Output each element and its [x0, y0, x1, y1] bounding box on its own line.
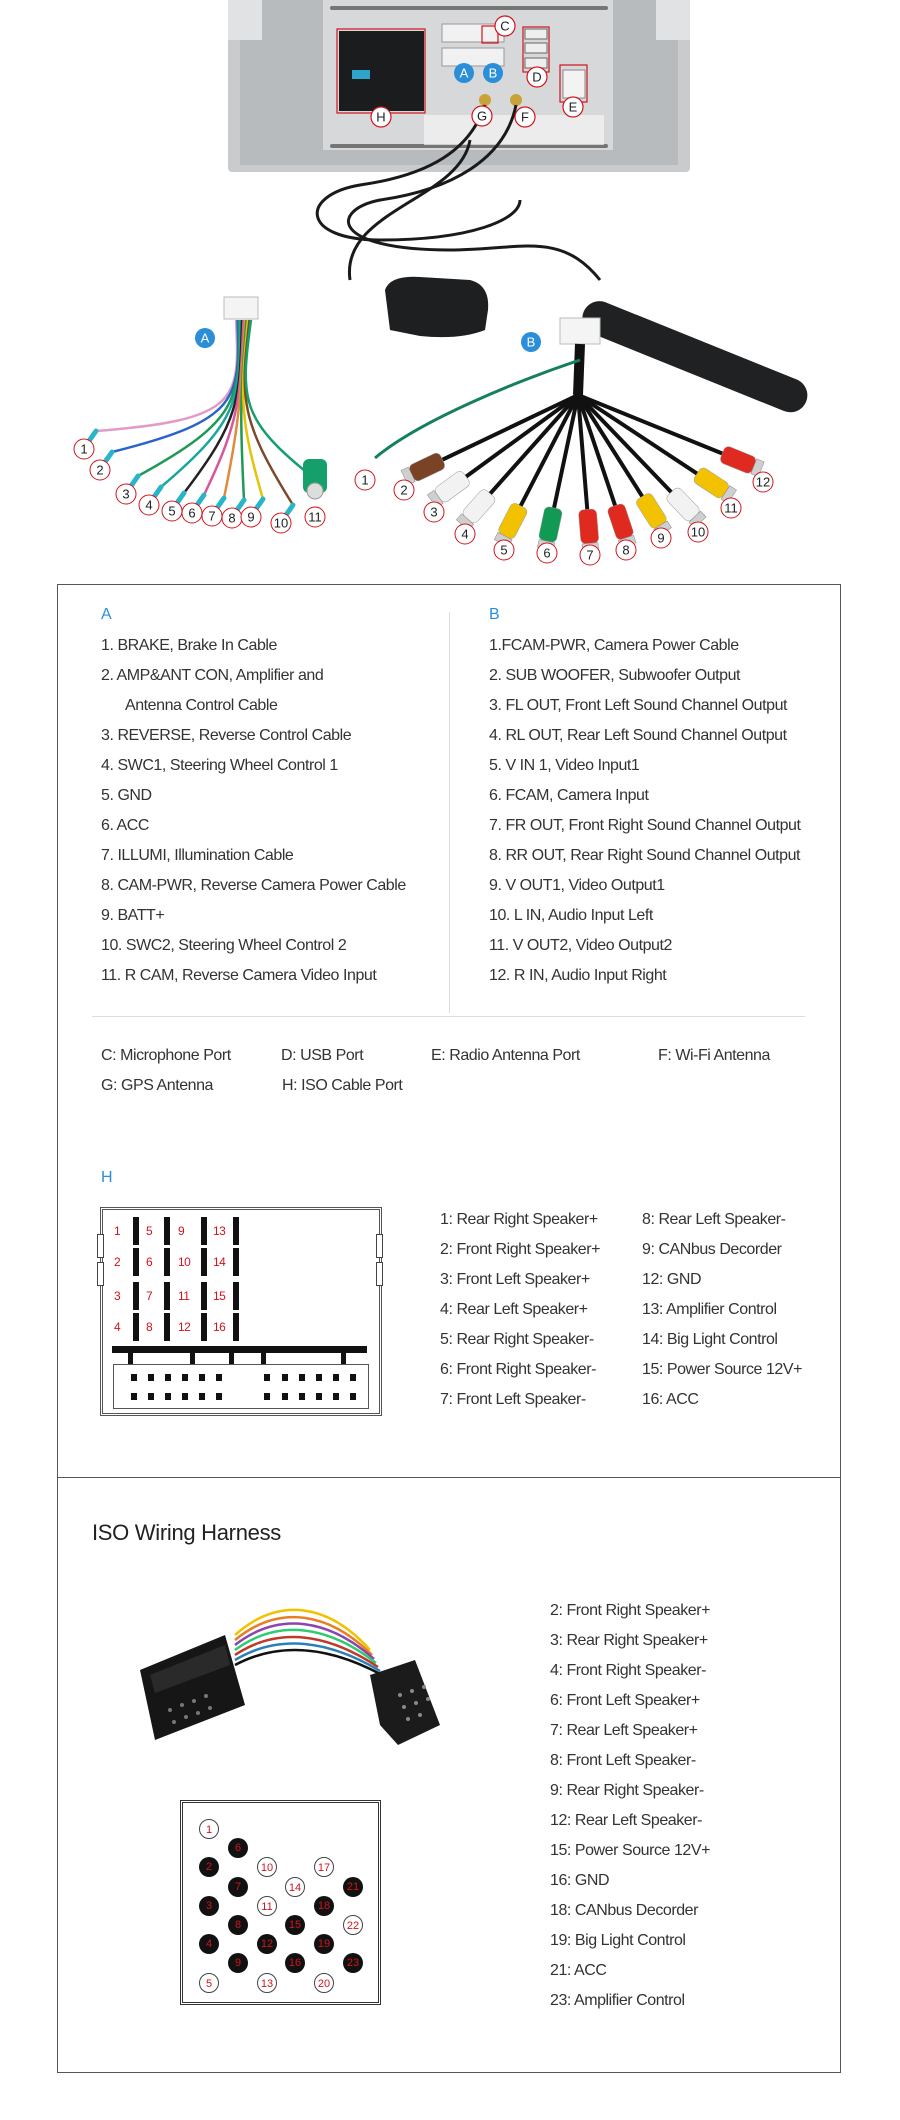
- iso-port-side-tab: [376, 1234, 383, 1258]
- iso-pin-5: 5: [199, 1973, 219, 1993]
- iso-port-side-tab: [97, 1262, 104, 1286]
- section-a-item: Antenna Control Cable: [125, 697, 278, 714]
- iso-port-pin-number: 15: [213, 1289, 226, 1303]
- iso-port-pin-item: 14: Big Light Control: [642, 1331, 778, 1348]
- iso-port-pin-number: 14: [213, 1255, 226, 1269]
- iso-port-pin-slot: [201, 1282, 207, 1310]
- harness-b-badge-text: B: [526, 334, 536, 350]
- iso-port-pin-number: 11: [178, 1289, 190, 1303]
- iso-harness-pin-item: 21: ACC: [550, 1962, 607, 1979]
- wire-tip: [89, 431, 96, 441]
- iso-port-pin-item: 1: Rear Right Speaker+: [440, 1211, 598, 1228]
- harness-a-marker-3: [116, 484, 136, 504]
- harness-a-badge-text: A: [200, 330, 210, 346]
- product-photo: [0, 0, 900, 584]
- iso-port-pin-slot: [164, 1217, 170, 1245]
- iso-port-small-pin: [282, 1374, 288, 1381]
- iso-port-pin-number: 12: [178, 1320, 191, 1334]
- section-b-item: 8. RR OUT, Rear Right Sound Channel Output: [489, 847, 801, 864]
- iso-port-pin-slot: [133, 1282, 139, 1310]
- iso-pin-16: 16: [285, 1953, 305, 1973]
- iso-pin-11: 11: [257, 1896, 277, 1916]
- iso-harness-pin-item: 4: Front Right Speaker-: [550, 1662, 706, 1679]
- iso-port-small-pin: [199, 1374, 205, 1381]
- port-legend-item: E: Radio Antenna Port: [431, 1047, 580, 1064]
- iso-port-small-pin: [165, 1393, 171, 1400]
- iso-harness-pin-diagram: [180, 1800, 381, 2005]
- harness-a-wire: [112, 320, 238, 452]
- harness-b-marker-12: [753, 472, 773, 492]
- iso-port: [339, 31, 424, 111]
- iso-port-small-pin: [264, 1393, 270, 1400]
- wire-tip: [131, 476, 138, 486]
- iso-pin-22: 22: [343, 1915, 363, 1935]
- harness-b-marker-4-text: 4: [461, 526, 469, 542]
- iso-port-small-pin: [350, 1393, 356, 1400]
- section-a-item: 11. R CAM, Reverse Camera Video Input: [101, 967, 377, 984]
- section-a-item: 1. BRAKE, Brake In Cable: [101, 637, 277, 654]
- harness-a-marker-2: [90, 460, 110, 480]
- harness-b-marker-7: [580, 545, 600, 565]
- iso-port-pin-number: 1: [114, 1224, 121, 1238]
- panel-divider: [57, 1477, 841, 1478]
- radio-antenna-stick: [577, 296, 812, 417]
- iso-port-pin-item: 2: Front Right Speaker+: [440, 1241, 600, 1258]
- column-divider: [449, 612, 450, 1013]
- harness-b-marker-10: [688, 522, 708, 542]
- iso-port-pin-slot: [201, 1248, 207, 1276]
- iso-port-pin-item: 13: Amplifier Control: [642, 1301, 777, 1318]
- port-label-h: [371, 107, 391, 127]
- iso-pin-19: 19: [314, 1934, 334, 1954]
- iso-port-small-pin: [350, 1374, 356, 1381]
- iso-harness-photo: [130, 1575, 470, 1765]
- port-legend-item: C: Microphone Port: [101, 1047, 231, 1064]
- harness-a-marker-1: [74, 439, 94, 459]
- wire-tip: [197, 495, 204, 505]
- iso-port-small-pin: [131, 1393, 137, 1400]
- iso-harness-pin-item: 18: CANbus Decorder: [550, 1902, 698, 1919]
- iso-port-pin-item: 15: Power Source 12V+: [642, 1361, 802, 1378]
- harness-b-marker-6: [537, 543, 557, 563]
- iso-harness-pin-item: 8: Front Left Speaker-: [550, 1752, 696, 1769]
- section-b-item: 4. RL OUT, Rear Left Sound Channel Output: [489, 727, 787, 744]
- harness-a-marker-3-text: 3: [122, 486, 130, 502]
- wire-tip: [154, 487, 161, 497]
- harness-a: [74, 297, 327, 533]
- iso-pin-15: 15: [285, 1915, 305, 1935]
- iso-pin-4: 4: [199, 1934, 219, 1954]
- port-label-e: [563, 97, 583, 117]
- harness-b-marker-8-text: 8: [622, 542, 630, 558]
- iso-port-pin-item: 16: ACC: [642, 1391, 699, 1408]
- iso-pin-1: 1: [199, 1819, 219, 1839]
- iso-harness-pin-item: 12: Rear Left Speaker-: [550, 1812, 702, 1829]
- iso-port-pin-item: 4: Rear Left Speaker+: [440, 1301, 588, 1318]
- harness-a-marker-1-text: 1: [80, 441, 88, 457]
- wire-tip: [217, 498, 224, 508]
- iso-port-pin-slot: [233, 1248, 239, 1276]
- iso-port-pin-slot: [233, 1282, 239, 1310]
- harness-a-marker-6: [182, 503, 202, 523]
- iso-port-diagram: [100, 1207, 382, 1416]
- harness-b-marker-2: [394, 480, 414, 500]
- iso-port-pin-item: 12: GND: [642, 1271, 702, 1288]
- iso-pin-20: 20: [314, 1973, 334, 1993]
- iso-port-pin-slot: [201, 1313, 207, 1341]
- iso-port-pin-number: 5: [146, 1224, 153, 1238]
- iso-port-pin-number: 7: [146, 1289, 153, 1303]
- harness-b-marker-10-text: 10: [690, 524, 706, 540]
- gps-antenna-puck: [385, 277, 488, 337]
- harness-b-marker-3-text: 3: [430, 504, 438, 520]
- iso-port-small-pin: [131, 1374, 137, 1381]
- port-label-f: [515, 107, 535, 127]
- port-label-d: [527, 67, 547, 87]
- port-label-b: [483, 63, 503, 83]
- harness-a-marker-5: [162, 501, 182, 521]
- harness-a-marker-4-text: 4: [145, 497, 153, 513]
- iso-port-side-tab: [97, 1234, 104, 1258]
- iso-port-small-pin: [216, 1393, 222, 1400]
- harness-a-marker-10-text: 10: [273, 515, 289, 531]
- iso-port-small-pin: [199, 1393, 205, 1400]
- iso-pin-6: 6: [228, 1838, 248, 1858]
- iso-port-pin-number: 6: [146, 1255, 153, 1269]
- iso-pin-13: 13: [257, 1973, 277, 1993]
- port-label-g: [472, 106, 492, 126]
- port-label-text: B: [488, 65, 498, 81]
- harness-b-marker-8: [616, 540, 636, 560]
- iso-port-small-pin: [182, 1374, 188, 1381]
- iso-harness-title: ISO Wiring Harness: [92, 1520, 281, 1545]
- harness-a-marker-8: [222, 508, 242, 528]
- port-legend-item: H: ISO Cable Port: [282, 1077, 403, 1094]
- section-b-item: 6. FCAM, Camera Input: [489, 787, 649, 804]
- wire-tip: [105, 452, 112, 462]
- iso-port-pin-slot: [164, 1313, 170, 1341]
- wire-tip: [256, 499, 263, 509]
- harness-a-wire: [246, 320, 315, 479]
- harness-b-marker-9-text: 9: [657, 530, 665, 546]
- wire-tip: [286, 505, 293, 515]
- iso-harness-pin-item: 7: Rear Left Speaker+: [550, 1722, 698, 1739]
- section-b-item: 10. L IN, Audio Input Left: [489, 907, 653, 924]
- section-a-item: 9. BATT+: [101, 907, 165, 924]
- iso-port-pin-number: 10: [178, 1255, 191, 1269]
- harness-a-marker-8-text: 8: [228, 510, 236, 526]
- iso-port-pin-item: 7: Front Left Speaker-: [440, 1391, 586, 1408]
- iso-port-small-pin: [333, 1374, 339, 1381]
- iso-port-pin-slot: [133, 1217, 139, 1245]
- harness-b-marker-11: [721, 498, 741, 518]
- iso-port-pin-slot: [164, 1248, 170, 1276]
- port-legend-item: F: Wi-Fi Antenna: [658, 1047, 770, 1064]
- iso-port-pin-item: 3: Front Left Speaker+: [440, 1271, 590, 1288]
- harness-b-cable: [439, 395, 578, 461]
- iso-port-small-pin: [299, 1393, 305, 1400]
- iso-port-pin-slot: [164, 1282, 170, 1310]
- harness-b-connector: [560, 318, 600, 344]
- section-a-item: 8. CAM-PWR, Reverse Camera Power Cable: [101, 877, 406, 894]
- rca-plug: [493, 502, 528, 548]
- iso-port-lower-block: [113, 1364, 369, 1409]
- harness-b-cable: [578, 395, 674, 495]
- iso-pin-12: 12: [257, 1934, 277, 1954]
- iso-pin-3: 3: [199, 1896, 219, 1916]
- harness-a-marker-11: [305, 507, 325, 527]
- iso-port-small-pin: [299, 1374, 305, 1381]
- iso-port-pin-number: 2: [114, 1255, 121, 1269]
- harness-a-marker-11-text: 11: [308, 509, 322, 525]
- harness-b-marker-1-text: 1: [361, 472, 369, 488]
- section-a-item: 10. SWC2, Steering Wheel Control 2: [101, 937, 347, 954]
- iso-pin-14: 14: [285, 1877, 305, 1897]
- iso-port-pin-slot: [133, 1313, 139, 1341]
- iso-pin-8: 8: [228, 1915, 248, 1935]
- iso-port-small-pin: [333, 1393, 339, 1400]
- harness-b-marker-7-text: 7: [586, 547, 594, 563]
- iso-pin-9: 9: [228, 1953, 248, 1973]
- harness-a-marker-7: [202, 506, 222, 526]
- port-legend-item: G: GPS Antenna: [101, 1077, 213, 1094]
- section-a-item: 4. SWC1, Steering Wheel Control 1: [101, 757, 338, 774]
- iso-port-small-pin: [316, 1374, 322, 1381]
- port-label-text: D: [532, 69, 542, 85]
- iso-port-small-pin: [316, 1393, 322, 1400]
- rca-plug: [719, 445, 765, 477]
- iso-pin-21: 21: [343, 1877, 363, 1897]
- harness-a-marker-4: [139, 495, 159, 515]
- iso-port-pin-number: 13: [213, 1224, 226, 1238]
- port-label-text: A: [459, 65, 469, 81]
- harness-a-connector: [224, 297, 258, 319]
- iso-port-pin-slot: [201, 1217, 207, 1245]
- iso-pin-17: 17: [314, 1857, 334, 1877]
- section-b-item: 7. FR OUT, Front Right Sound Channel Output: [489, 817, 801, 834]
- wire-tip: [177, 493, 184, 503]
- port-label-text: E: [568, 99, 578, 115]
- iso-port-pin-number: 3: [114, 1289, 121, 1303]
- iso-port-pin-item: 8: Rear Left Speaker-: [642, 1211, 786, 1228]
- section-b-item: 11. V OUT2, Video Output2: [489, 937, 672, 954]
- iso-harness-pin-item: 6: Front Left Speaker+: [550, 1692, 700, 1709]
- harness-b-marker-1: [355, 470, 375, 490]
- iso-port-pin-number: 9: [178, 1224, 185, 1238]
- port-label-text: F: [521, 109, 529, 125]
- harness-a-marker-7-text: 7: [208, 508, 216, 524]
- port-label-text: C: [500, 18, 510, 34]
- iso-harness-pin-item: 23: Amplifier Control: [550, 1992, 685, 2009]
- iso-harness-pin-item: 2: Front Right Speaker+: [550, 1602, 710, 1619]
- port-legend-item: D: USB Port: [281, 1047, 364, 1064]
- iso-pin-10: 10: [257, 1857, 277, 1877]
- iso-pin-2: 2: [199, 1857, 219, 1877]
- harness-a-marker-6-text: 6: [188, 505, 196, 521]
- iso-port-pin-item: 9: CANbus Decorder: [642, 1241, 782, 1258]
- harness-a-marker-2-text: 2: [96, 462, 104, 478]
- section-a-item: 6. ACC: [101, 817, 149, 834]
- harness-b-marker-4: [455, 524, 475, 544]
- iso-port-small-pin: [216, 1374, 222, 1381]
- iso-harness-pin-item: 16: GND: [550, 1872, 610, 1889]
- iso-port-pin-slot: [133, 1248, 139, 1276]
- iso-port-small-pin: [182, 1393, 188, 1400]
- section-b-item: 1.FCAM-PWR, Camera Power Cable: [489, 637, 739, 654]
- section-b-item: 5. V IN 1, Video Input1: [489, 757, 640, 774]
- harness-a-marker-9-text: 9: [247, 509, 255, 525]
- iso-port-pin-slot: [233, 1313, 239, 1341]
- harness-b-marker-5: [494, 540, 514, 560]
- harness-b-marker-6-text: 6: [543, 545, 551, 561]
- port-label-a: [454, 63, 474, 83]
- wire-tip: [237, 500, 244, 510]
- section-a-item: 3. REVERSE, Reverse Control Cable: [101, 727, 352, 744]
- iso-port-latch-bar: [112, 1346, 367, 1353]
- iso-harness-pin-item: 15: Power Source 12V+: [550, 1842, 710, 1859]
- section-b-item: 12. R IN, Audio Input Right: [489, 967, 667, 984]
- iso-port-small-pin: [148, 1374, 154, 1381]
- section-a-heading: A: [101, 606, 112, 623]
- harness-b-cable: [578, 395, 644, 500]
- harness-b-marker-5-text: 5: [500, 542, 508, 558]
- iso-pin-7: 7: [228, 1877, 248, 1897]
- harness-b-marker-12-text: 12: [755, 474, 771, 490]
- harness-b-marker-2-text: 2: [400, 482, 408, 498]
- iso-pin-23: 23: [343, 1953, 363, 1973]
- iso-port-small-pin: [264, 1374, 270, 1381]
- section-b-item: 2. SUB WOOFER, Subwoofer Output: [489, 667, 741, 684]
- section-b-item: 9. V OUT1, Video Output1: [489, 877, 665, 894]
- port-label-c: [495, 16, 515, 36]
- port-label-text: G: [476, 108, 488, 124]
- section-divider: [92, 1016, 805, 1017]
- iso-port-pin-item: 5: Rear Right Speaker-: [440, 1331, 594, 1348]
- iso-harness-pin-item: 9: Rear Right Speaker-: [550, 1782, 704, 1799]
- port-label-text: H: [376, 109, 386, 125]
- harness-a-marker-5-text: 5: [168, 503, 176, 519]
- iso-port-side-tab: [376, 1262, 383, 1286]
- iso-harness-pin-item: 19: Big Light Control: [550, 1932, 686, 1949]
- iso-port-small-pin: [165, 1374, 171, 1381]
- iso-port-pin-number: 4: [114, 1320, 121, 1334]
- section-h-heading: H: [101, 1169, 113, 1186]
- section-b-heading: B: [489, 606, 500, 623]
- harness-a-wire: [96, 320, 237, 431]
- iso-pin-18: 18: [314, 1896, 334, 1916]
- iso-port-pin-slot: [233, 1217, 239, 1245]
- iso-port-small-pin: [148, 1393, 154, 1400]
- harness-a-marker-10: [271, 513, 291, 533]
- harness-b-marker-9: [651, 528, 671, 548]
- harness-a-marker-9: [241, 507, 261, 527]
- harness-b-marker-11-text: 11: [724, 500, 738, 516]
- section-b-item: 3. FL OUT, Front Left Sound Channel Output: [489, 697, 788, 714]
- iso-port-pin-number: 8: [146, 1320, 153, 1334]
- iso-port-small-pin: [282, 1393, 288, 1400]
- iso-port-pin-number: 16: [213, 1320, 226, 1334]
- section-a-item: 7. ILLUMI, Illumination Cable: [101, 847, 294, 864]
- section-a-item: 5. GND: [101, 787, 152, 804]
- harness-b-marker-3: [424, 502, 444, 522]
- iso-harness-pin-item: 3: Rear Right Speaker+: [550, 1632, 708, 1649]
- section-a-item: 2. AMP&ANT CON, Amplifier and: [101, 667, 324, 684]
- harness-b-cable: [463, 395, 578, 479]
- iso-port-pin-item: 6: Front Right Speaker-: [440, 1361, 596, 1378]
